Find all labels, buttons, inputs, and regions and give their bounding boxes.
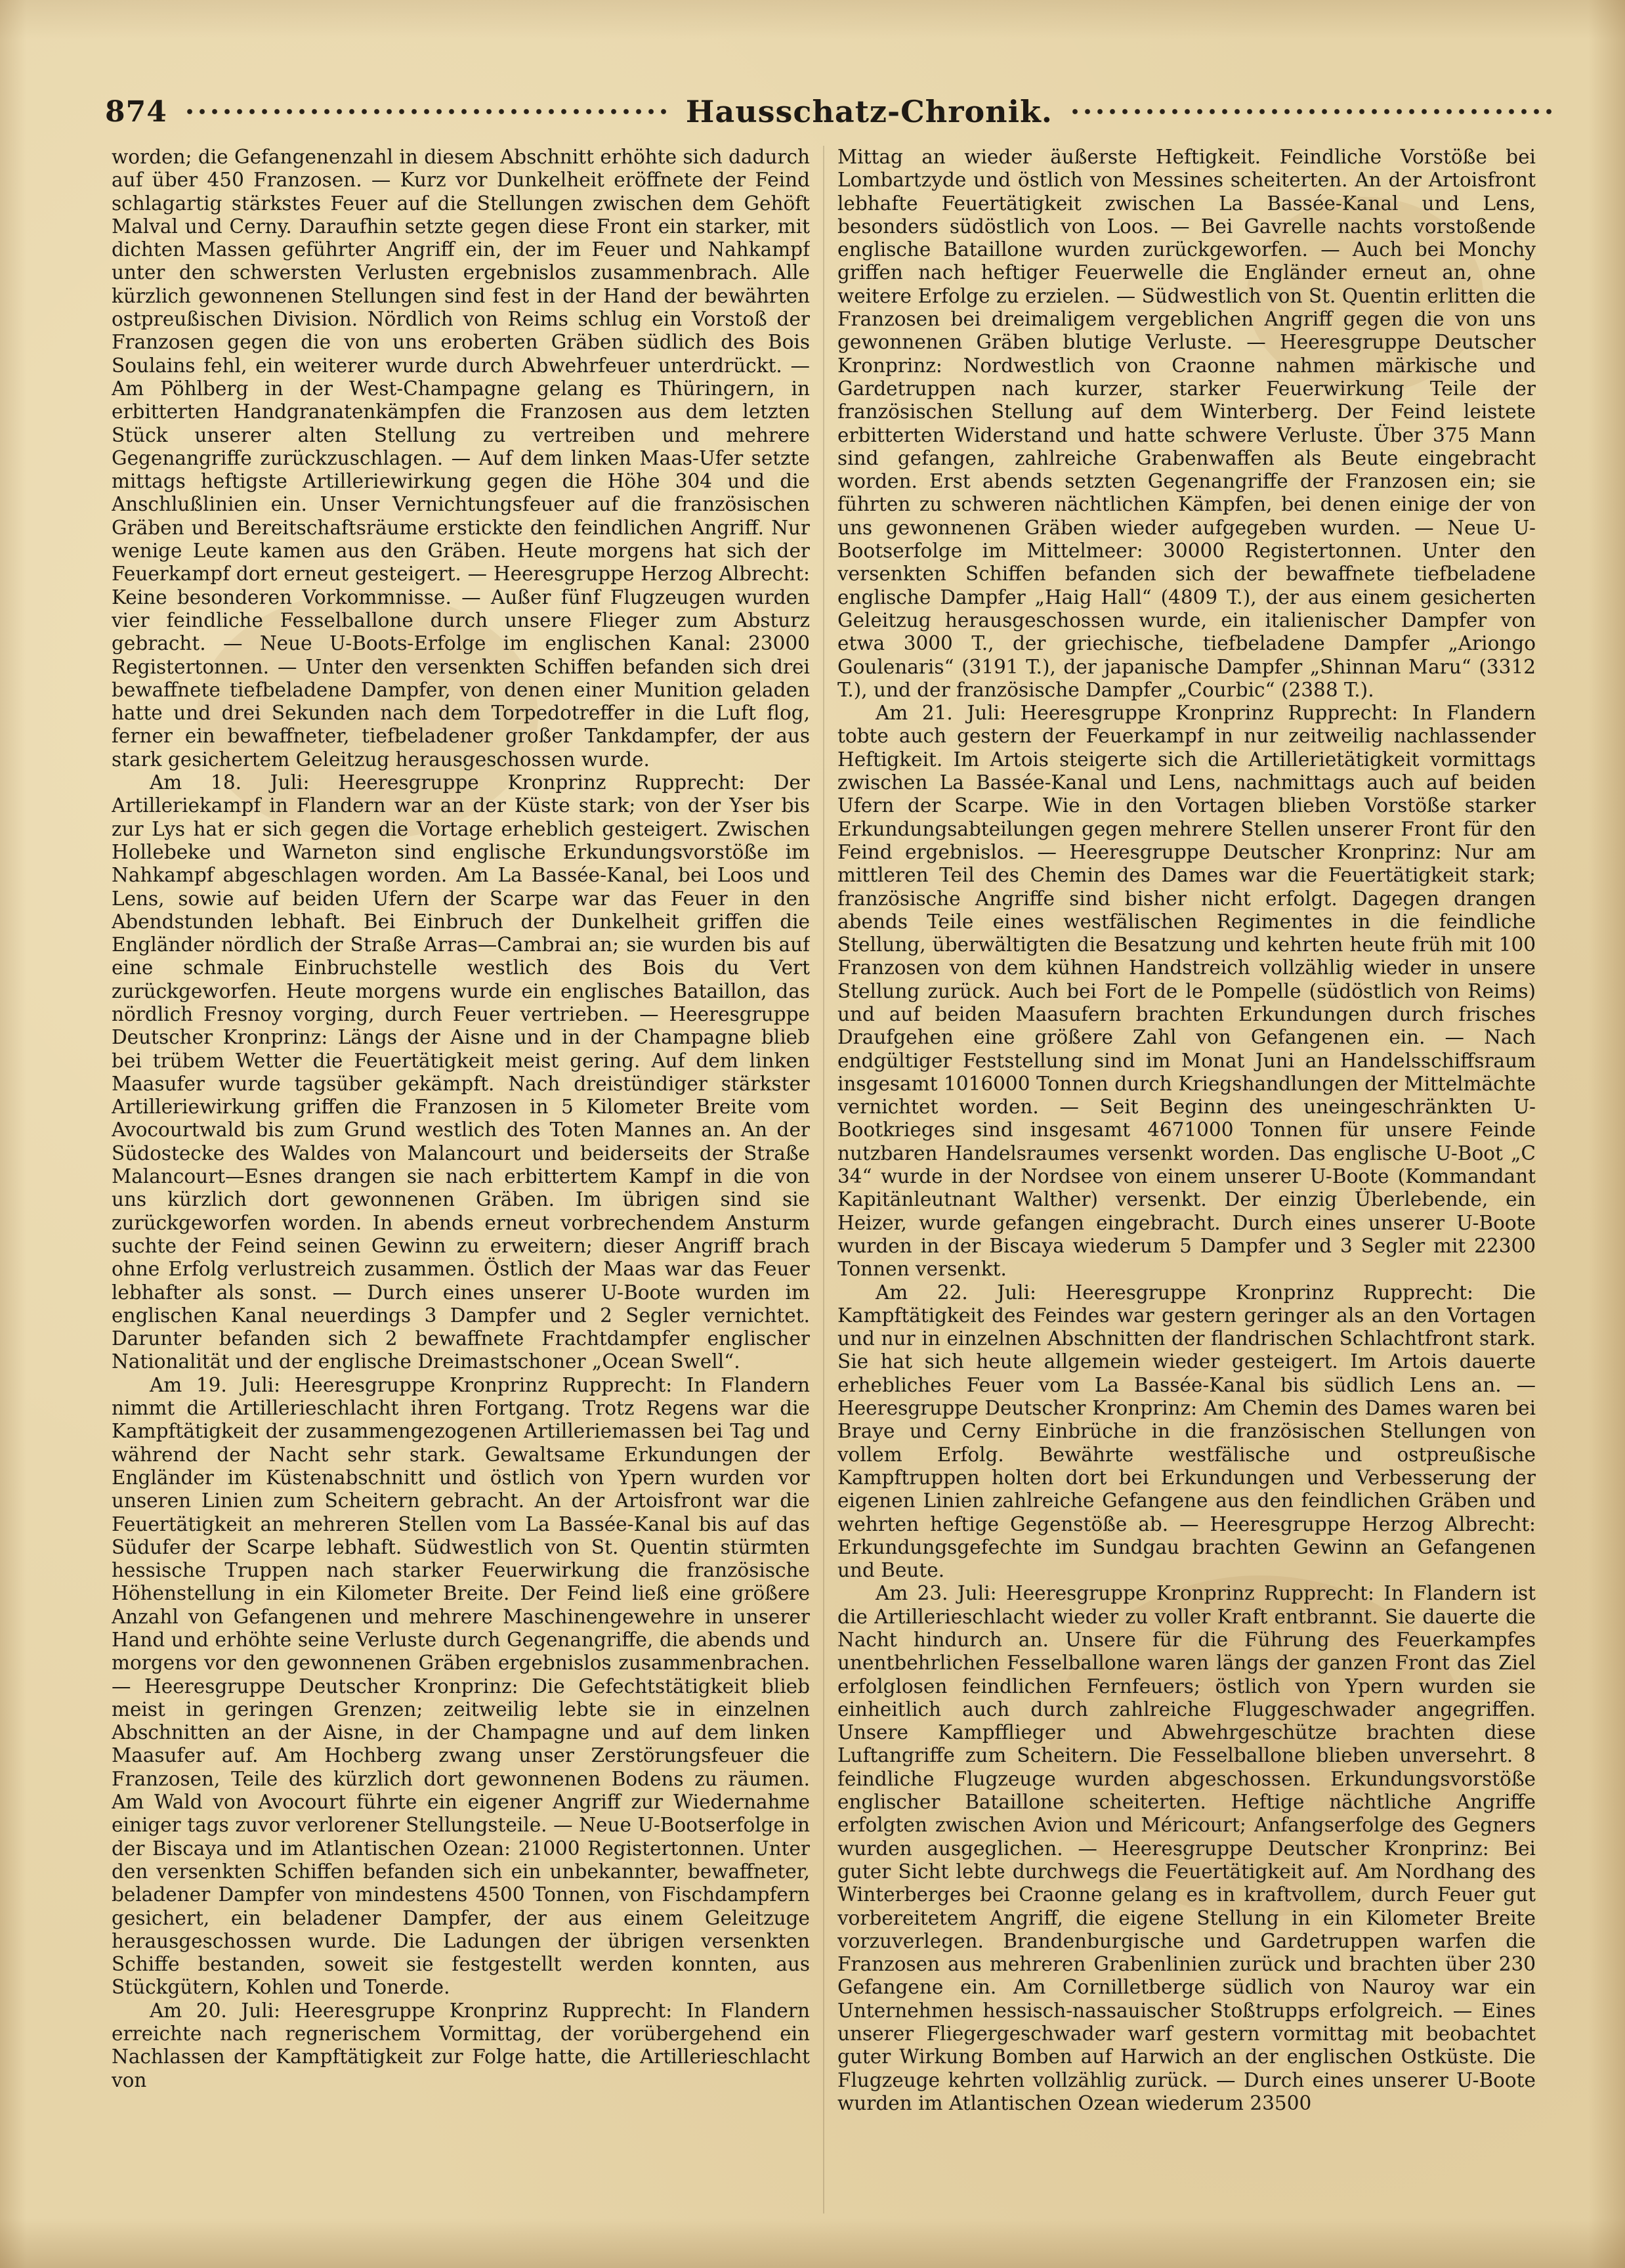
page-number: 874 bbox=[105, 95, 167, 129]
running-title: Hausschatz-Chronik. bbox=[685, 94, 1053, 129]
decorative-rule-right bbox=[1068, 108, 1555, 116]
decorative-rule-left bbox=[183, 108, 670, 116]
paragraph: Am 18. Juli: Heeresgruppe Kronprinz Rupprecht: Der Artilleriekampf in Flandern war an der Küste stark; von der Yser bis zur Lys hat er sich gegen die Vortage erheblich gesteigert. Zwischen Hollebeke und Warneton sind englische Erkundungsvorstöße im Nahkampf abgeschlagen worden. Am La Bassée-Kanal, bei Loos und Lens, sowie auf beiden Ufern der Scarpe war das Feuer in den Abendstunden lebhaft. Bei Einbruch der Dunkelheit griffen die Engländer nördlich der Straße Arras—Cambrai an; sie wurden bis auf eine schmale Einbruchstelle westlich des Bois du Vert zurückgeworfen. Heute morgens wurde ein englisches Bataillon, das nördlich Fresnoy vorging, durch Feuer vertrieben. — Heeresgruppe Deutscher Kronprinz: Längs der Aisne und in der Champagne blieb bei trübem Wetter die Feuertätigkeit meist gering. Auf dem linken Maasufer wurde tagsüber gekämpft. Nach dreistündiger stärkster Artilleriewirkung griffen die Franzosen in 5 Kilometer Breite vom Avocourtwald bis zum Grund westlich des Toten Mannes an. An der Südostecke des Waldes von Malancourt und beiderseits der Straße Malancourt—Esnes drangen sie nach erbittertem Kampf in die von uns kürzlich dort gewonnenen Gräben. Im übrigen sind sie zurückgeworfen worden. In abends erneut vorbrechendem Ansturm suchte der Feind seinen Gewinn zu erweitern; dieser Angriff brach ohne Erfolg verlustreich zusammen. Östlich der Maas war das Feuer lebhafter als sonst. — Durch eines unserer U-Boote wurden im englischen Kanal neuerdings 3 Dampfer und 2 Segler vernichtet. Darunter befanden sich 2 bewaffnete Frachtdampfer englischer Nationalität und der englische Dreimastschoner „Ocean Swell“. bbox=[112, 771, 810, 1373]
paragraph: Am 21. Juli: Heeresgruppe Kronprinz Rupprecht: In Flandern tobte auch gestern der Feuerkampf in nur zeitweilig nachlassender Heftigkeit. Im Artois steigerte sich die Artillerietätigkeit vormittags zwischen La Bassée-Kanal und Lens, nachmittags auch auf beiden Ufern der Scarpe. Wie in den Vortagen blieben Vorstöße starker Erkundungsabteilungen gegen mehrere Stellen unserer Front für den Feind ergebnislos. — Heeresgruppe Deutscher Kronprinz: Nur am mittleren Teil des Chemin des Dames war die Feuertätigkeit stark; französische Angriffe sind bisher nicht erfolgt. Dagegen drangen abends Teile eines westfälischen Regimentes in die feindliche Stellung, überwältigten die Besatzung und kehrten heute früh mit 100 Franzosen von dem kühnen Handstreich vollzählig wieder in unsere Stellung zurück. Auch bei Fort de le Pompelle (südöstlich von Reims) und auf beiden Maasufern brachten Erkundungen durch frisches Draufgehen eine größere Zahl von Gefangenen ein. — Nach endgültiger Feststellung sind im Monat Juni an Handelsschiffsraum insgesamt 1016000 Tonnen durch Kriegshandlungen der Mittelmächte vernichtet worden. — Seit Beginn des uneingeschränkten U-Bootkrieges sind insgesamt 4671000 Tonnen für unsere Feinde nutzbaren Handelsraumes versenkt worden. Das englische U-Boot „C 34“ wurde in der Nordsee von einem unserer U-Boote (Kommandant Kapitänleutnant Walther) versenkt. Der einzig Überlebende, ein Heizer, wurde gefangen eingebracht. Durch eines unserer U-Boote wurden in der Biscaya wiederum 5 Dampfer und 3 Segler mit 22300 Tonnen versenkt. bbox=[837, 702, 1536, 1281]
page-header bbox=[105, 92, 1555, 131]
paragraph: Am 20. Juli: Heeresgruppe Kronprinz Rupprecht: In Flandern erreichte nach regnerischem Vormittag, der vorübergehend ein Nachlassen der Kampftätigkeit zur Folge hatte, die Artillerieschlacht von bbox=[112, 1999, 810, 2091]
paragraph: Am 22. Juli: Heeresgruppe Kronprinz Rupprecht: Die Kampftätigkeit des Feindes war gestern geringer als an den Vortagen und nur in einzelnen Abschnitten der flandrischen Schlachtfront stark. Sie hat sich heute allgemein wieder gesteigert. Im Artois dauerte erhebliches Feuer vom La Bassée-Kanal bis südlich Lens an. — Heeresgruppe Deutscher Kronprinz: Am Chemin des Dames waren bei Braye und Cerny Einbrüche in die französischen Stellungen von vollem Erfolg. Bewährte westfälische und ostpreußische Kampftruppen holten dort bei Erkundungen und Verbesserung der eigenen Linien zahlreiche Gefangene aus den feindlichen Gräben und wehrten heftige Gegenstöße ab. — Heeresgruppe Herzog Albrecht: Erkundungsgefechte im Sundgau brachten Gewinn an Gefangenen und Beute. bbox=[837, 1281, 1536, 1582]
paragraph: Am 23. Juli: Heeresgruppe Kronprinz Rupprecht: In Flandern ist die Artillerieschlacht wieder zu voller Kraft entbrannt. Sie dauerte die Nacht hindurch an. Unsere für die Führung des Feuerkampfes unentbehrlichen Fesselballone waren längs der ganzen Front das Ziel erfolglosen feindlichen Fernfeuers; östlich von Ypern wurden sie einheitlich auch durch zahlreiche Fluggeschwader angegriffen. Unsere Kampfflieger und Abwehrgeschütze brachten diese Luftangriffe zum Scheitern. Die Fesselballone blieben unversehrt. 8 feindliche Flugzeuge wurden abgeschossen. Erkundungsvorstöße englischer Bataillone scheiterten. Heftige nächtliche Angriffe erfolgten zwischen Avion und Méricourt; Anfangserfolge des Gegners wurden ausgeglichen. — Heeresgruppe Deutscher Kronprinz: Bei guter Sicht lebte durchwegs die Feuertätigkeit auf. Am Nordhang des Winterberges bei Craonne gelang es in kraftvollem, durch Feuer gut vorbereitetem Angriff, die eigene Stellung in ein Kilometer Breite vorzuverlegen. Brandenburgische und Gardetruppen warfen die Franzosen aus mehreren Grabenlinien zurück und brachten über 230 Gefangene ein. Am Cornilletberge südlich von Nauroy war ein Unternehmen hessisch-nassauischer Stoßtrupps erfolgreich. — Eines unserer Fliegergeschwader warf gestern vormittag mit beobachtet guter Wirkung Bomben auf Harwich an der englischen Ostküste. Die Flugzeuge kehrten vollzählig zurück. — Durch eines unserer U-Boote wurden im Atlantischen Ozean wiederum 23500 bbox=[837, 1582, 1536, 2114]
text-columns bbox=[112, 146, 1536, 2246]
paragraph: worden; die Gefangenenzahl in diesem Abschnitt erhöhte sich dadurch auf über 450 Franzosen. — Kurz vor Dunkelheit eröffnete der Feind schlagartig stärkstes Feuer auf die Stellungen zwischen dem Gehöft Malval und Cerny. Daraufhin setzte gegen diese Front ein starker, mit dichten Massen geführter Angriff ein, der im Feuer und Nahkampf unter den schwersten Verlusten ergebnislos zusammenbrach. Alle kürzlich gewonnenen Stellungen sind fest in der Hand der bewährten ostpreußischen Division. Nördlich von Reims schlug ein Vorstoß der Franzosen gegen die von uns eroberten Gräben südlich des Bois Soulains fehl, ein weiterer wurde durch Abwehrfeuer unterdrückt. — Am Pöhlberg in der West-Champagne gelang es Thüringern, in erbitterten Handgranatenkämpfen die Franzosen aus dem letzten Stück unserer alten Stellung zu vertreiben und mehrere Gegenangriffe zurückzuschlagen. — Auf dem linken Maas-Ufer setzte mittags heftigste Artilleriewirkung gegen die Höhe 304 und die Anschlußlinien ein. Unser Vernichtungsfeuer auf die französischen Gräben und Bereitschaftsräume erstickte den feindlichen Angriff. Nur wenige Leute kamen aus den Gräben. Heute morgens hat sich der Feuerkampf dort erneut gesteigert. — Heeresgruppe Herzog Albrecht: Keine besonderen Vorkommnisse. — Außer fünf Flugzeugen wurden vier feindliche Fesselballone durch unsere Flieger zum Absturz gebracht. — Neue U-Boots-Erfolge im englischen Kanal: 23000 Registertonnen. — Unter den versenkten Schiffen befanden sich drei bewaffnete tiefbeladene Dampfer, von denen einer Munition geladen hatte und drei Sekunden nach dem Torpedotreffer in die Luft flog, ferner ein bewaffneter, tiefbeladener großer Tankdampfer, der aus stark gesichertem Geleitzug herausgeschossen wurde. bbox=[112, 146, 810, 771]
left-column bbox=[112, 146, 810, 2246]
paragraph: Mittag an wieder äußerste Heftigkeit. Feindliche Vorstöße bei Lombartzyde und östlich von Messines scheiterten. An der Artoisfront lebhafte Feuertätigkeit zwischen La Bassée-Kanal und Lens, besonders südöstlich von Loos. — Bei Gavrelle nachts vorstoßende englische Bataillone wurden zurückgeworfen. — Auch bei Monchy griffen nach heftiger Feuerwelle die Engländer erneut an, ohne weitere Erfolge zu erzielen. — Südwestlich von St. Quentin erlitten die Franzosen bei dreimaligem vergeblichen Angriff gegen die von uns gewonnenen Gräben blutige Verluste. — Heeresgruppe Deutscher Kronprinz: Nordwestlich von Craonne nahmen märkische und Gardetruppen nach kurzer, starker Feuerwirkung Teile der französischen Stellung auf dem Winterberg. Der Feind leistete erbitterten Widerstand und hatte schwere Verluste. Über 375 Mann sind gefangen, zahlreiche Grabenwaffen als Beute eingebracht worden. Erst abends setzten Gegenangriffe der Franzosen ein; sie führten zu schweren nächtlichen Kämpfen, bei denen einige der von uns gewonnenen Gräben wieder aufgegeben wurden. — Neue U-Bootserfolge im Mittelmeer: 30000 Registertonnen. Unter den versenkten Schiffen befanden sich der bewaffnete tiefbeladene englische Dampfer „Haig Hall“ (4809 T.), der aus einem gesicherten Geleitzug herausgeschossen wurde, ein italienischer Dampfer von etwa 3000 T., der griechische, tiefbeladene Dampfer „Ariongo Goulenaris“ (3191 T.), der japanische Dampfer „Shinnan Maru“ (3312 T.), und der französische Dampfer „Courbic“ (2388 T.). bbox=[837, 146, 1536, 701]
paragraph: Am 19. Juli: Heeresgruppe Kronprinz Rupprecht: In Flandern nimmt die Artillerieschlacht ihren Fortgang. Trotz Regens war die Kampftätigkeit der zusammengezogenen Artilleriemassen bei Tag und während der Nacht sehr stark. Gewaltsame Erkundungen der Engländer im Küstenabschnitt und östlich von Ypern wurden vor unseren Linien zum Scheitern gebracht. An der Artoisfront war die Feuertätigkeit an mehreren Stellen vom La Bassée-Kanal bis auf das Südufer der Scarpe lebhaft. Südwestlich von St. Quentin stürmten hessische Truppen nach starker Feuerwirkung die französische Höhenstellung in ein Kilometer Breite. Der Feind ließ eine größere Anzahl von Gefangenen und mehrere Maschinengewehre in unserer Hand und erhöhte seine Verluste durch Gegenangriffe, die abends und morgens vor den gewonnenen Gräben ergebnislos zusammenbrachen. — Heeresgruppe Deutscher Kronprinz: Die Gefechtstätigkeit blieb meist in geringen Grenzen; zeitweilig lebte sie in einzelnen Abschnitten an der Aisne, in der Champagne und auf dem linken Maasufer auf. Am Hochberg zwang unser Zerstörungsfeuer die Franzosen, Teile des kürzlich dort gewonnenen Bodens zu räumen. Am Wald von Avocourt führte ein eigener Angriff zur Wiedernahme einiger tags zuvor verlorener Stellungsteile. — Neue U-Bootserfolge in der Biscaya und im Atlantischen Ozean: 21000 Registertonnen. Unter den versenkten Schiffen befanden sich ein unbekannter, bewaffneter, beladener Dampfer von mindestens 4500 Tonnen, von Fischdampfern gesichert, ein beladener Dampfer, der aus einem Geleitzuge herausgeschossen wurde. Die Ladungen der übrigen versenkten Schiffe bestanden, soweit sie festgestellt werden konnten, aus Stückgütern, Kohlen und Tonerde. bbox=[112, 1373, 810, 1999]
right-column bbox=[837, 146, 1536, 2246]
